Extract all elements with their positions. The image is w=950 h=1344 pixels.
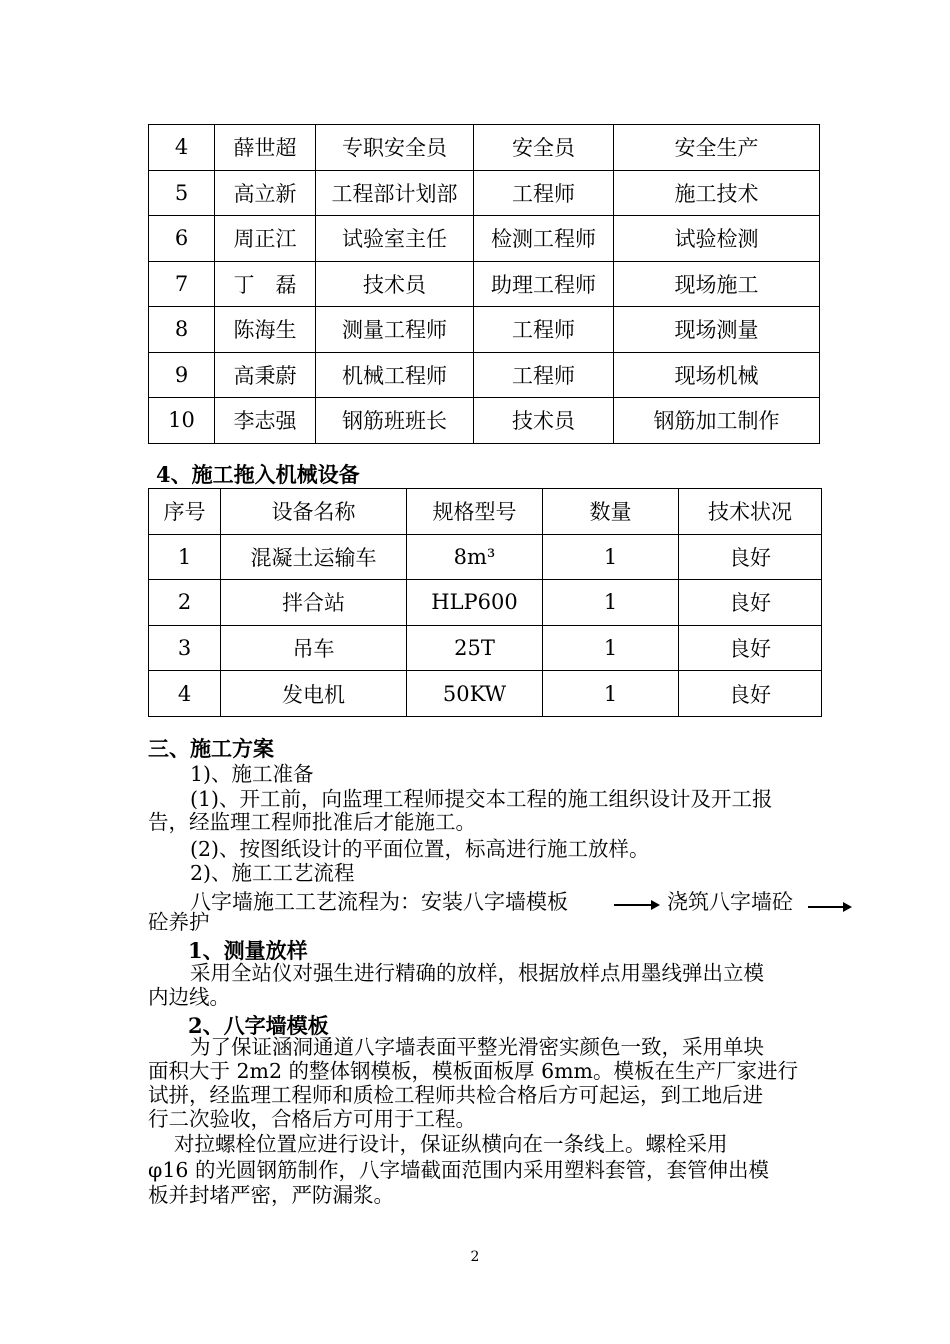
table-cell: 8m³: [407, 534, 543, 580]
formwork-p2-line-3: 板并封堵严密，严防漏浆。: [148, 1183, 394, 1207]
formwork-p2-line-2: φ16 的光圆钢筋制作，八字墙截面范围内采用塑料套管，套管伸出模: [148, 1158, 769, 1182]
table-row: [149, 125, 820, 171]
table-cell: 现场测量: [614, 307, 820, 353]
table-cell: 3: [149, 625, 221, 671]
table-cell: 试验室主任: [316, 216, 474, 262]
formwork-p1-line-4: 行二次验收，合格后方可用于工程。: [148, 1107, 476, 1131]
table-cell: 良好: [679, 534, 822, 580]
table-row: [149, 170, 820, 216]
flow-step-1: 八字墙施工工艺流程为：安装八字墙模板: [190, 890, 568, 914]
formwork-p1-line-1: 为了保证涵洞通道八字墙表面平整光滑密实颜色一致，采用单块: [190, 1035, 764, 1059]
table-cell: 1: [543, 580, 679, 626]
formwork-p1-line-3: 试拼，经监理工程师和质检工程师共检合格后方可起运，到工地后进: [148, 1083, 763, 1107]
table-cell: 1: [149, 534, 221, 580]
table-cell: 1: [543, 625, 679, 671]
table-cell: 25T: [407, 625, 543, 671]
table-cell: HLP600: [407, 580, 543, 626]
column-header: 规格型号: [407, 489, 543, 535]
table-cell: 4: [149, 125, 215, 171]
flow-step-2: 浇筑八字墙砼: [667, 890, 793, 914]
table-cell: 7: [149, 261, 215, 307]
table-cell: 9: [149, 352, 215, 398]
staff-table: [148, 124, 820, 444]
equipment-heading: 4、施工拖入机械设备: [156, 462, 360, 487]
table-cell: 10: [149, 398, 215, 444]
table-cell: 工程部计划部: [316, 170, 474, 216]
equipment-table: [148, 488, 822, 717]
table-cell: 1: [543, 534, 679, 580]
table-cell: 混凝土运输车: [221, 534, 407, 580]
table-cell: 6: [149, 216, 215, 262]
table-cell: 薛世超: [215, 125, 316, 171]
arrow-right-icon: [614, 904, 658, 906]
table-cell: 安全生产: [614, 125, 820, 171]
table-cell: 4: [149, 671, 221, 717]
table-cell: 良好: [679, 625, 822, 671]
formwork-p2-line-1: 对拉螺栓位置应进行设计，保证纵横向在一条线上。螺栓采用: [174, 1132, 728, 1156]
table-cell: 工程师: [474, 352, 614, 398]
prep-item-1-line-2: 告，经监理工程师批准后才能施工。: [148, 810, 476, 834]
table-cell: 钢筋班班长: [316, 398, 474, 444]
plan-heading: 三、施工方案: [148, 736, 274, 761]
table-row: [149, 216, 820, 262]
table-cell: 现场机械: [614, 352, 820, 398]
column-header: 数量: [543, 489, 679, 535]
table-cell: 陈海生: [215, 307, 316, 353]
table-cell: 工程师: [474, 307, 614, 353]
table-row: [149, 307, 820, 353]
table-cell: 丁 磊: [215, 261, 316, 307]
table-row: [149, 580, 822, 626]
table-row: [149, 625, 822, 671]
table-header-row: [149, 489, 822, 535]
page-number: 2: [470, 1249, 480, 1265]
table-cell: 专职安全员: [316, 125, 474, 171]
table-row: [149, 352, 820, 398]
table-cell: 钢筋加工制作: [614, 398, 820, 444]
table-cell: 高秉蔚: [215, 352, 316, 398]
table-cell: 工程师: [474, 170, 614, 216]
table-cell: 5: [149, 170, 215, 216]
flow-step-3: 砼养护: [148, 910, 210, 934]
table-cell: 吊车: [221, 625, 407, 671]
arrow-right-icon: [808, 906, 850, 908]
table-cell: 良好: [679, 671, 822, 717]
table-cell: 1: [543, 671, 679, 717]
table-cell: 施工技术: [614, 170, 820, 216]
table-row: [149, 398, 820, 444]
table-cell: 2: [149, 580, 221, 626]
table-cell: 现场施工: [614, 261, 820, 307]
formwork-heading: 2、八字墙模板: [188, 1013, 329, 1038]
table-cell: 8: [149, 307, 215, 353]
table-cell: 高立新: [215, 170, 316, 216]
column-header: 序号: [149, 489, 221, 535]
table-cell: 助理工程师: [474, 261, 614, 307]
table-cell: 安全员: [474, 125, 614, 171]
prep-item-1-line-1: (1)、开工前，向监理工程师提交本工程的施工组织设计及开工报: [190, 787, 773, 811]
table-cell: 检测工程师: [474, 216, 614, 262]
table-cell: 机械工程师: [316, 352, 474, 398]
table-cell: 技术员: [474, 398, 614, 444]
prep-title: 1)、施工准备: [190, 762, 314, 786]
table-cell: 测量工程师: [316, 307, 474, 353]
table-cell: 良好: [679, 580, 822, 626]
table-row: [149, 261, 820, 307]
flow-title: 2)、施工工艺流程: [190, 861, 355, 885]
table-cell: 技术员: [316, 261, 474, 307]
table-row: [149, 534, 822, 580]
survey-line-1: 采用全站仪对强生进行精确的放样，根据放样点用墨线弹出立模: [190, 961, 764, 985]
formwork-p1-line-2: 面积大于 2m2 的整体钢模板，模板面板厚 6mm。模板在生产厂家进行: [148, 1059, 798, 1083]
column-header: 设备名称: [221, 489, 407, 535]
table-cell: 50KW: [407, 671, 543, 717]
table-cell: 试验检测: [614, 216, 820, 262]
survey-heading: 1、测量放样: [188, 938, 308, 963]
table-cell: 发电机: [221, 671, 407, 717]
table-row: [149, 671, 822, 717]
table-cell: 李志强: [215, 398, 316, 444]
survey-line-2: 内边线。: [148, 985, 230, 1009]
prep-item-2: (2)、按图纸设计的平面位置，标高进行施工放样。: [190, 837, 650, 861]
table-cell: 拌合站: [221, 580, 407, 626]
column-header: 技术状况: [679, 489, 822, 535]
table-cell: 周正江: [215, 216, 316, 262]
